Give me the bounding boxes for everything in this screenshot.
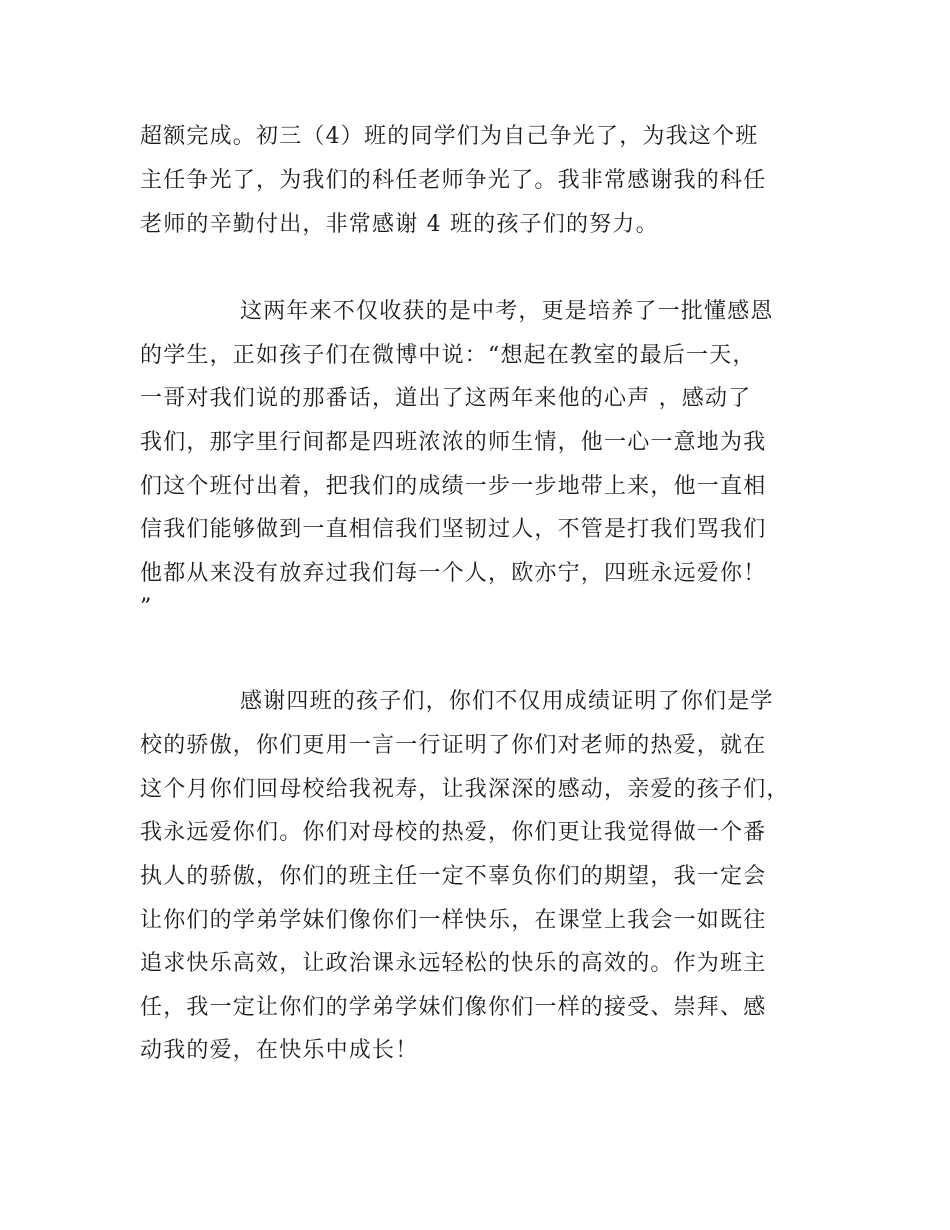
paragraph-3-line-5: 执人的骄傲，你们的班主任一定不辜负你们的期望，我一定会 <box>140 864 767 889</box>
paragraph-3-line-8: 任，我一定让你们的学弟学妹们像你们一样的接受、崇拜、感 <box>140 995 767 1020</box>
paragraph-3-line-1: 感谢四班的孩子们，你们不仅用成绩证明了你们是学 <box>240 689 774 714</box>
paragraph-2-line-3: 一哥对我们说的那番话，道出了这两年来他的心声 ，感动了 <box>140 386 752 411</box>
paragraph-3-line-6: 让你们的学弟学妹们像你们一样快乐，在课堂上我会一如既往 <box>140 908 767 933</box>
paragraph-2-line-2: 的学生，正如孩子们在微博中说：“想起在教室的最后一天， <box>140 343 756 368</box>
paragraph-2-line-8: ” <box>140 595 153 620</box>
paragraph-1-line-3: 老师的辛勤付出，非常感谢 4 班的孩子们的努力。 <box>140 212 659 237</box>
paragraph-2-line-6: 信我们能够做到一直相信我们坚韧过人，不管是打我们骂我们 <box>140 517 767 542</box>
paragraph-2-line-5: 们这个班付出着，把我们的成绩一步一步地带上来，他一直相 <box>140 474 767 499</box>
paragraph-1-line-1: 超额完成。初三（4）班的同学们为自己争光了，为我这个班 <box>140 124 759 149</box>
paragraph-3-line-7: 追求快乐高效，让政治课永远轻松的快乐的高效的。作为班主 <box>140 951 767 976</box>
paragraph-1-line-2: 主任争光了，为我们的科任老师争光了。我非常感谢我的科任 <box>140 168 767 193</box>
paragraph-3-line-2: 校的骄傲，你们更用一言一行证明了你们对老师的热爱，就在 <box>140 733 767 758</box>
paragraph-2-line-7: 他都从来没有放弃过我们每一个人，欧亦宁，四班永远爱你！ <box>140 561 767 586</box>
paragraph-3-line-4: 我永远爱你们。你们对母校的热爱，你们更让我觉得做一个番 <box>140 820 767 845</box>
paragraph-3-line-3: 这个月你们回母校给我祝寿，让我深深的感动，亲爱的孩子们， <box>140 777 790 802</box>
paragraph-3-line-9: 动我的爱，在快乐中成长！ <box>140 1038 419 1063</box>
paragraph-2-line-1: 这两年来不仅收获的是中考，更是培养了一批懂感恩 <box>240 299 774 324</box>
paragraph-2-line-4: 我们，那字里行间都是四班浓浓的师生情，他一心一意地为我 <box>140 430 767 455</box>
